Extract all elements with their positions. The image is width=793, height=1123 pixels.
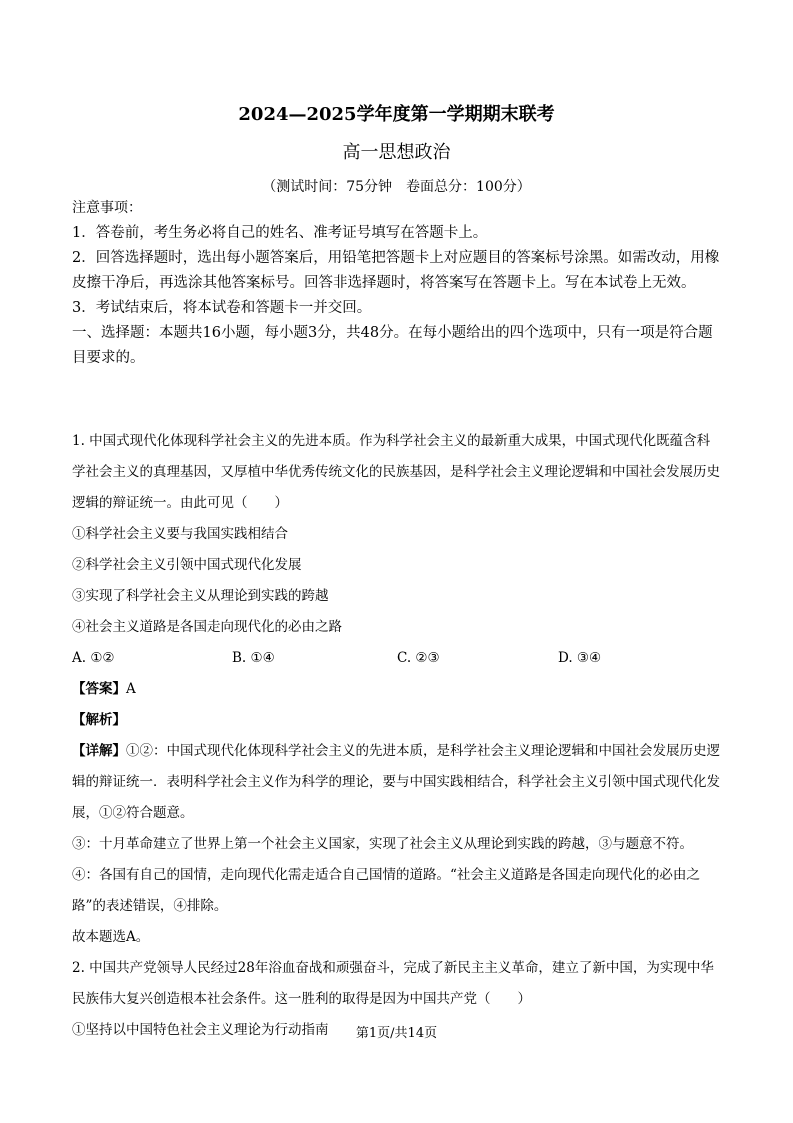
notes-item: 3．考试结束后，将本试卷和答题卡一并交回。 <box>72 300 372 316</box>
detail-paragraph: ③：十月革命建立了世界上第一个社会主义国家，实现了社会主义从理论到实践的跨越，③与题意不符。 <box>72 836 693 852</box>
notes-item: 1．答卷前，考生务必将自己的姓名、准考证号填写在答题卡上。 <box>72 225 488 241</box>
page-number: 第1页/共14页 <box>355 1026 438 1041</box>
detail-paragraph: ④：各国有自己的国情，走向现代化需走适合自己国情的道路。“社会主义道路是各国走向现代化的必由之路”的表述错误，④排除。 <box>72 867 700 914</box>
choice-b: B. ①④ <box>232 650 275 666</box>
answer-value: A <box>126 681 136 697</box>
statement: ①科学社会主义要与我国实践相结合 <box>72 526 288 542</box>
statement: ③实现了科学社会主义从理论到实践的跨越 <box>72 588 329 604</box>
statement: ④社会主义道路是各国走向现代化的必由之路 <box>72 619 342 635</box>
exam-subject: 高一思想政治 <box>342 142 451 163</box>
detail-paragraph <box>72 736 722 829</box>
exam-title: 2024—2025学年度第一学期期末联考 <box>238 104 555 125</box>
choice-d: D. ③④ <box>558 650 602 666</box>
answer-tag: 【答案】 <box>72 681 126 697</box>
exam-time-info: （测试时间：75分钟 卷面总分：100分） <box>262 179 531 195</box>
conclusion: 故本题选A。 <box>72 929 150 945</box>
statement: ①坚持以中国特色社会主义理论为行动指南 <box>72 1022 329 1038</box>
section-heading: 一、选择题：本题共16小题，每小题3分，共48分。在每小题给出的四个选项中，只有一项是符合题目要求的。 <box>72 325 713 366</box>
detail-text: ①②：中国式现代化体现科学社会主义的先进本质，是科学社会主义理论逻辑和中国社会发展历史逻辑的辩证统一．表明科学社会主义作为科学的理论，要与中国实践相结合，科学社会主义引领中国式现代化发展，①②符合题意。 <box>72 743 720 821</box>
question-2-stem: 2. 中国共产党领导人民经过28年浴血奋战和顽强奋斗，完成了新民主主义革命，建立了新中国，为实现中华民族伟大复兴创造根本社会条件。这一胜利的取得是因为中国共产党（ ） <box>72 960 714 1007</box>
choice-row <box>72 643 722 674</box>
statement: ②科学社会主义引领中国式现代化发展 <box>72 557 302 573</box>
choice-a: A. ①② <box>72 650 115 666</box>
answer-line <box>72 674 722 705</box>
analysis-tag: 【解析】 <box>72 712 126 728</box>
notes-item: 2．回答选择题时，选出每小题答案后，用铅笔把答题卡上对应题目的答案标号涂黑。如需改动，用橡皮擦干净后，再选涂其他答案标号。回答非选择题时，将答案写在答题卡上。写在本试卷上无效。 <box>72 250 720 291</box>
exam-notes <box>72 196 722 371</box>
choice-c: C. ②③ <box>397 650 440 666</box>
notes-heading: 注意事项： <box>72 200 142 216</box>
question-1 <box>72 426 722 1046</box>
question-stem: 1. 中国式现代化体现科学社会主义的先进本质。作为科学社会主义的最新重大成果，中国式现代化既蕴含科学社会主义的真理基因，又厚植中华优秀传统文化的民族基因，是科学社会主义理论逻辑和中国社会发展历史逻辑的辩证统一。由此可见（ ） <box>72 433 720 511</box>
detail-tag: 【详解】 <box>72 743 126 759</box>
